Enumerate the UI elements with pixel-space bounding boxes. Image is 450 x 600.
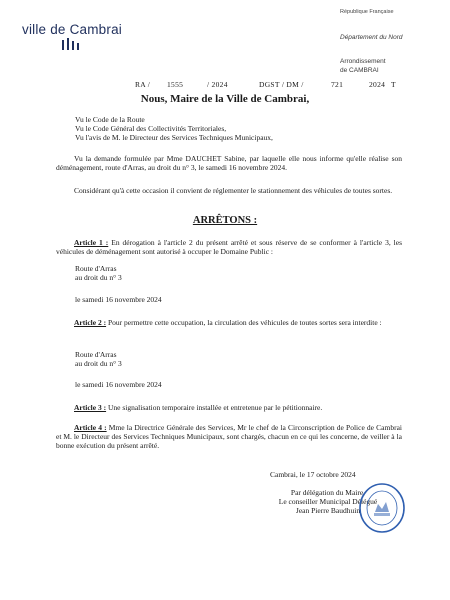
reference-suffix: T [391, 80, 396, 89]
article-1-location [75, 264, 122, 282]
vu-item: Vu le Code Général des Collectivités Territoriales, [75, 124, 227, 134]
departement-label: Département du Nord [340, 34, 403, 41]
article-3-text: Une signalisation temporaire installée et entretenue par le pétitionnaire. [106, 403, 323, 412]
arrondissement-label [340, 58, 386, 75]
article-2-text: Pour permettre cette occupation, la circulation des véhicules de toutes sortes sera interdite : [106, 318, 382, 327]
article-1-location-line1: Route d'Arras [75, 264, 117, 273]
page-title: Nous, Maire de la Ville de Cambrai, [140, 93, 310, 105]
article-4 [56, 423, 402, 451]
official-stamp-icon [358, 482, 406, 534]
article-3-label: Article 3 : [74, 403, 107, 412]
vu-list [75, 115, 405, 143]
dgst-number: 721 [331, 80, 344, 89]
article-1-location-line2: au droit du n° 3 [75, 273, 122, 283]
article-4-text: Mme la Directrice Générale des Services, Mr le chef de la Circonscription de Police de Cambrai et M. le Directeur des Services Techniques Municipaux, sont chargés, chacun en ce qui les concerne, de veiller à la bonne exécution du présent arrêté. [56, 423, 402, 451]
article-2 [56, 318, 402, 327]
article-2-label: Article 2 : [74, 318, 107, 327]
article-1-date: le samedi 16 novembre 2024 [75, 295, 162, 304]
ra-number: 1555 [167, 80, 184, 89]
logo-text: ville de Cambrai [22, 22, 122, 37]
place-date: Cambrai, le 17 octobre 2024 [270, 470, 356, 479]
ra-label: RA / [135, 80, 151, 89]
dgst-year: 2024 [369, 80, 386, 89]
arrondissement-line1: Arrondissement [340, 58, 386, 65]
dgst-label: DGST / DM / [259, 80, 304, 89]
signature-line1: Par délégation du Maire, [290, 488, 366, 497]
article-1-text: En dérogation à l'article 2 du présent arrêté et sous réserve de se conformer à l'article 3, les véhicules de déménagement sont autorisé à occuper le Domaine Public : [56, 238, 402, 257]
article-4-label: Article 4 : [74, 423, 107, 432]
article-3 [56, 403, 402, 412]
arrondissement-line2: de CAMBRAI [340, 66, 379, 74]
vu-item: Vu le Code de la Route [75, 115, 145, 124]
article-2-date: le samedi 16 novembre 2024 [75, 380, 162, 389]
city-logo-icon [60, 38, 82, 50]
ra-year: / 2024 [207, 80, 228, 89]
signature-line2: Le conseiller Municipal Délégué [278, 497, 378, 506]
signature-line3: Jean Pierre Baudhuin [295, 506, 361, 515]
article-1-label: Article 1 : [74, 238, 109, 247]
demande-paragraph: Vu la demande formulée par Mme DAUCHET Sabine, par laquelle elle nous informe qu'elle réalise son déménagement, route d'Arras, au droit du n° 3, le samedi 16 novembre 2024. [56, 154, 402, 173]
article-2-location [75, 350, 122, 368]
article-2-location-line1: Route d'Arras [75, 350, 117, 359]
article-1 [56, 238, 402, 256]
article-2-location-line2: au droit du n° 3 [75, 359, 122, 369]
republique-label: République Française [340, 9, 394, 15]
considerant-paragraph: Considérant qu'à cette occasion il convient de réglementer le stationnement des véhicules de toutes sortes. [74, 186, 393, 195]
vu-item: Vu l'avis de M. le Directeur des Services Techniques Municipaux, [75, 133, 273, 143]
arretons-heading: ARRÊTONS : [192, 215, 258, 226]
